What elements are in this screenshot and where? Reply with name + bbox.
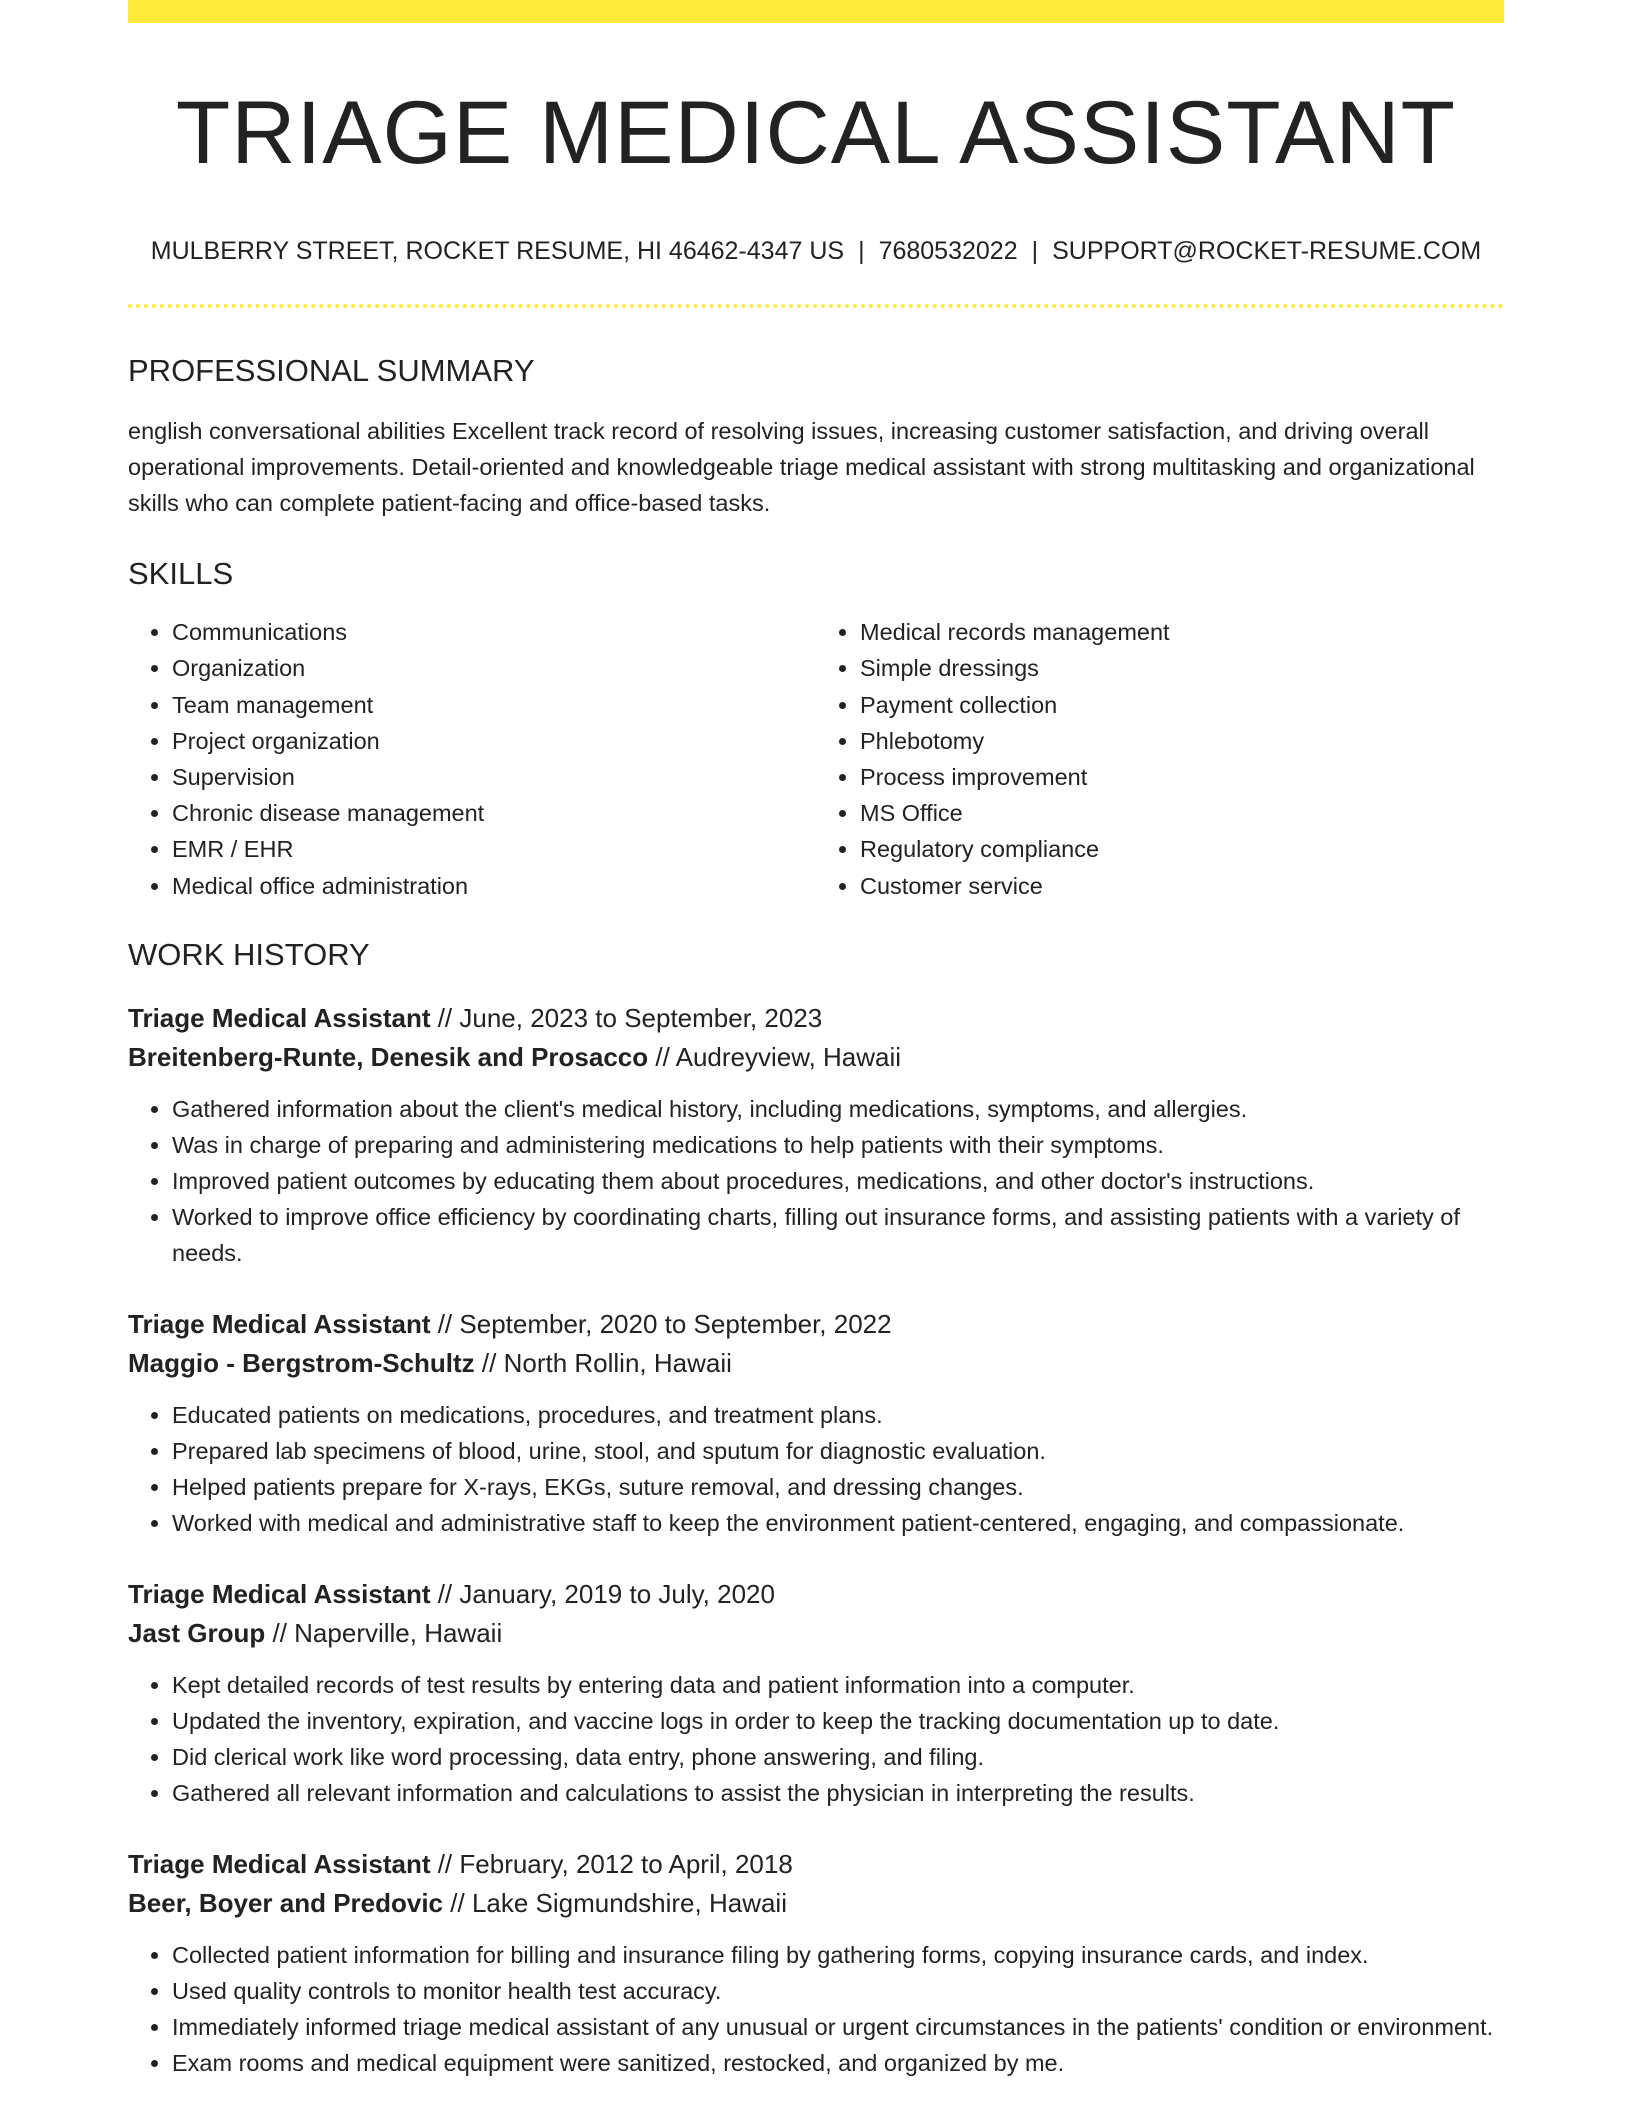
job-bullet: • Prepared lab specimens of blood, urine, stool, and sputum for diagnostic evaluation. [172,1433,1504,1469]
job-company: Maggio - Bergstrom-Schultz [128,1348,475,1379]
skill-item: • Customer service [860,868,1504,904]
job-bullet: • Used quality controls to monitor health test accuracy. [172,1973,1504,2009]
contact-phone: 7680532022 [878,237,1018,266]
skill-item: • EMR / EHR [172,831,816,867]
job-bullet: • Kept detailed records of test results by entering data and patient information into a computer. [172,1667,1504,1703]
resume-page [128,0,1504,2081]
job-bullets [128,1937,1504,2081]
job-bullet: • Worked with medical and administrative staff to keep the environment patient-centered, engaging, and compassionate. [172,1505,1504,1541]
job-company-line: Breitenberg-Runte, Denesik and Prosacco // Audreyview, Hawaii [128,1042,902,1073]
skill-item: • Supervision [172,759,816,795]
job-bullet: • Worked to improve office efficiency by coordinating charts, filling out insurance forms, and assisting patients with a variety of needs. [172,1199,1504,1271]
job-company-line: Beer, Boyer and Predovic // Lake Sigmundshire, Hawaii [128,1888,787,1919]
resume-name: TRIAGE MEDICAL ASSISTANT [175,82,1457,182]
contact-separator: | [1031,237,1039,266]
job-bullet: • Immediately informed triage medical assistant of any unusual or urgent circumstances in the patients' condition or environment. [172,2009,1504,2045]
job-bullet: • Gathered all relevant information and calculations to assist the physician in interpreting the results. [172,1775,1504,1811]
job-bullet: • Improved patient outcomes by educating them about procedures, medications, and other doctor's instructions. [172,1163,1504,1199]
job-title-line: Triage Medical Assistant // September, 2020 to September, 2022 [128,1309,892,1340]
job-bullet: • Educated patients on medications, procedures, and treatment plans. [172,1397,1504,1433]
skills-column-left [128,614,816,904]
contact-separator: | [858,237,865,266]
job-company-line: Maggio - Bergstrom-Schultz // North Rollin, Hawaii [128,1348,732,1379]
contact-line [128,235,1504,268]
skill-item: • MS Office [860,795,1504,831]
job-bullet: • Gathered information about the client's medical history, including medications, symptoms, and allergies. [172,1091,1504,1127]
job-bullets [128,1091,1504,1271]
job-company: Breitenberg-Runte, Denesik and Prosacco [128,1042,649,1073]
contact-email: SUPPORT@ROCKET-RESUME.COM [1052,237,1482,266]
job-location: Audreyview, Hawaii [675,1042,902,1073]
skills-column-right [816,614,1504,904]
job-title-line: Triage Medical Assistant // June, 2023 to September, 2023 [128,1003,823,1034]
skill-item: • Project organization [172,723,816,759]
job-bullet: • Collected patient information for billing and insurance filing by gathering forms, copying insurance cards, and index. [172,1937,1504,1973]
job-title-line: Triage Medical Assistant // February, 2012 to April, 2018 [128,1849,793,1880]
job-bullet: • Was in charge of preparing and administering medications to help patients with their symptoms. [172,1127,1504,1163]
job-entry [128,1575,1504,1811]
job-company-line: Jast Group // Naperville, Hawaii [128,1618,503,1649]
job-company: Jast Group [128,1618,266,1649]
job-dates: September, 2020 to September, 2022 [459,1309,892,1340]
skill-item: • Simple dressings [860,650,1504,686]
job-location: Naperville, Hawaii [294,1618,503,1649]
job-bullets [128,1397,1504,1541]
summary-heading: PROFESSIONAL SUMMARY [128,352,535,388]
skill-item: • Medical records management [860,614,1504,650]
job-bullet: • Exam rooms and medical equipment were sanitized, restocked, and organized by me. [172,2045,1504,2081]
skill-item: • Process improvement [860,759,1504,795]
job-entry [128,999,1504,1271]
job-location: North Rollin, Hawaii [503,1348,732,1379]
skill-item: • Chronic disease management [172,795,816,831]
skill-item: • Communications [172,614,816,650]
skill-item: • Team management [172,687,816,723]
contact-address: MULBERRY STREET, ROCKET RESUME, HI 46462-4347 US [150,237,845,266]
job-dates: February, 2012 to April, 2018 [459,1849,793,1880]
job-role: Triage Medical Assistant [128,1849,431,1880]
skills-list [128,614,1504,904]
job-bullet: • Helped patients prepare for X-rays, EKGs, suture removal, and dressing changes. [172,1469,1504,1505]
dotted-divider [128,304,1504,308]
job-bullet: • Did clerical work like word processing, data entry, phone answering, and filing. [172,1739,1504,1775]
job-title-line: Triage Medical Assistant // January, 2019 to July, 2020 [128,1579,775,1610]
job-role: Triage Medical Assistant [128,1309,431,1340]
job-role: Triage Medical Assistant [128,1579,431,1610]
job-bullet: • Updated the inventory, expiration, and vaccine logs in order to keep the tracking documentation up to date. [172,1703,1504,1739]
job-entry [128,1305,1504,1541]
skill-item: • Medical office administration [172,868,816,904]
job-bullets [128,1667,1504,1811]
skill-item: • Phlebotomy [860,723,1504,759]
skills-heading: SKILLS [128,556,234,592]
summary-text: english conversational abilities Excellent track record of resolving issues, increasing customer satisfaction, and driving overall operational improvements. Detail-oriented and knowledgeable triage medical assistant with strong multitasking and organizational skills who can complete patient-facing and office-based tasks. [128,418,1475,517]
job-dates: January, 2019 to July, 2020 [459,1579,775,1610]
work-history-heading: WORK HISTORY [128,936,370,972]
skill-item: • Payment collection [860,687,1504,723]
job-role: Triage Medical Assistant [128,1003,431,1034]
skill-item: • Organization [172,650,816,686]
job-company: Beer, Boyer and Predovic [128,1888,444,1919]
top-accent-bar [128,0,1504,23]
job-location: Lake Sigmundshire, Hawaii [471,1888,787,1919]
job-dates: June, 2023 to September, 2023 [459,1003,823,1034]
skill-item: • Regulatory compliance [860,831,1504,867]
job-entry [128,1845,1504,2081]
